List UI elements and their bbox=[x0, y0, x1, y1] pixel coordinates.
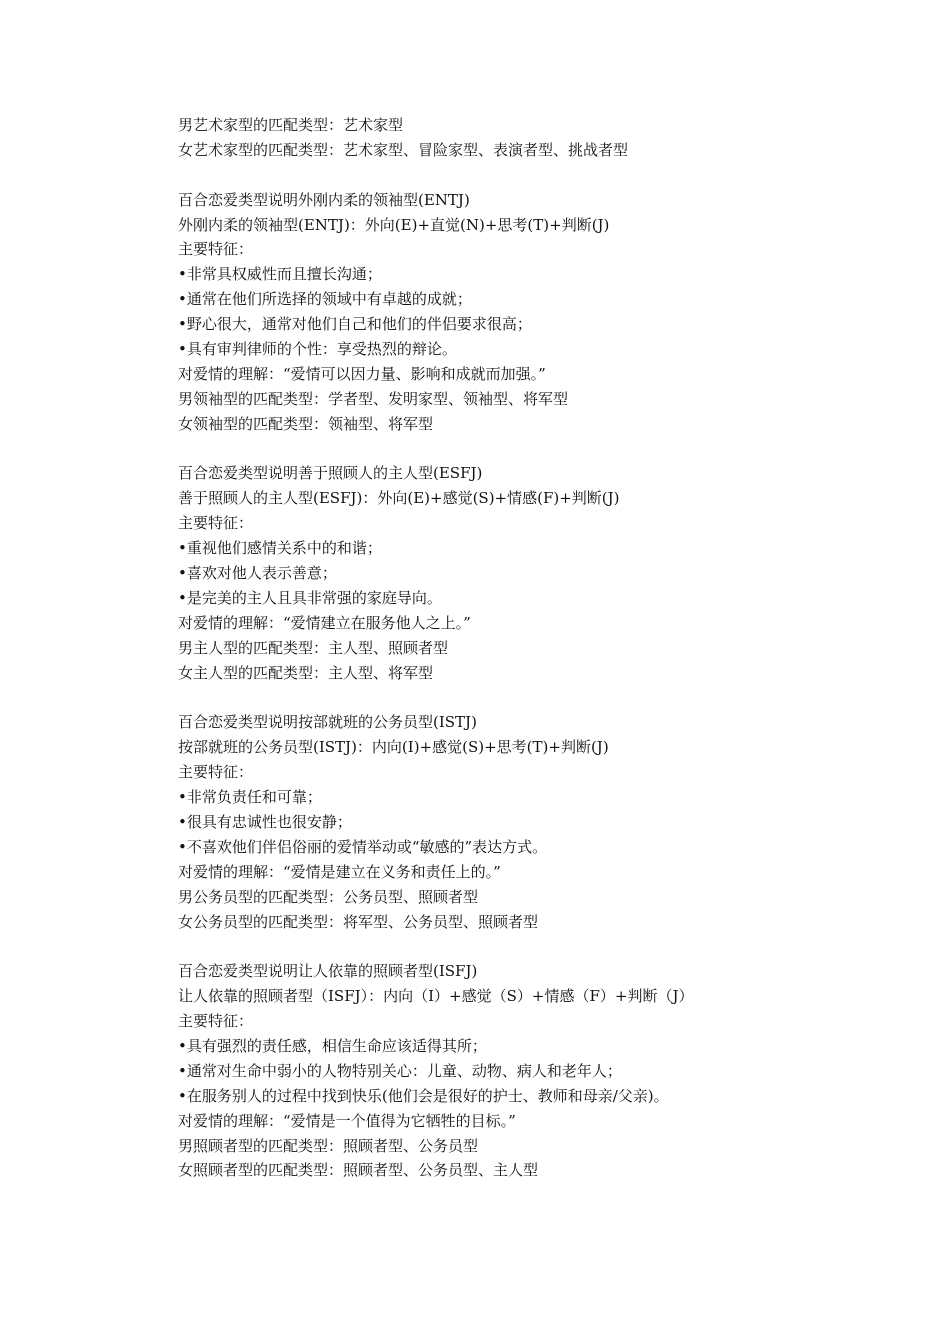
features-label: 主要特征： bbox=[178, 1012, 254, 1031]
section-spacer bbox=[178, 163, 918, 188]
feature-item: •重视他们感情关系中的和谐； bbox=[178, 539, 382, 558]
type-definition: 按部就班的公务员型(ISTJ)：内向(I)+感觉(S)+思考(T)+判断(J) bbox=[178, 738, 609, 757]
feature-item: •不喜欢他们伴侣俗丽的爱情举动或“敏感的”表达方式。 bbox=[178, 837, 548, 856]
features-label: 主要特征： bbox=[178, 514, 254, 533]
section-esfj bbox=[178, 461, 918, 685]
female-match: 女公务员型的匹配类型：将军型、公务员型、照顾者型 bbox=[178, 912, 539, 931]
section-istj bbox=[178, 710, 918, 934]
section-spacer bbox=[178, 934, 918, 959]
section-isfj bbox=[178, 959, 918, 1183]
female-match: 女主人型的匹配类型：主人型、将军型 bbox=[178, 663, 434, 682]
feature-item: •通常对生命中弱小的人物特别关心：儿童、动物、病人和老年人； bbox=[178, 1061, 622, 1080]
feature-item: •野心很大，通常对他们自己和他们的伴侣要求很高； bbox=[178, 315, 532, 334]
love-view: 对爱情的理解：“爱情建立在服务他人之上。” bbox=[178, 613, 471, 632]
intro-male-match: 男艺术家型的匹配类型：艺术家型 bbox=[178, 116, 404, 134]
type-definition: 善于照顾人的主人型(ESFJ)：外向(E)+感觉(S)+情感(F)+判断(J) bbox=[178, 489, 620, 508]
feature-item: •是完美的主人且具非常强的家庭导向。 bbox=[178, 588, 442, 607]
section-heading: 百合恋爱类型说明外刚内柔的领袖型(ENTJ) bbox=[178, 190, 470, 209]
feature-item: •喜欢对他人表示善意； bbox=[178, 564, 337, 583]
feature-item: •非常具权威性而且擅长沟通； bbox=[178, 265, 382, 284]
feature-item: •非常负责任和可靠； bbox=[178, 788, 322, 807]
document-body bbox=[178, 113, 918, 1183]
love-view: 对爱情的理解：“爱情是一个值得为它牺牲的目标。” bbox=[178, 1111, 516, 1130]
feature-item: •很具有忠诚性也很安静； bbox=[178, 812, 352, 831]
section-heading: 百合恋爱类型说明善于照顾人的主人型(ESFJ) bbox=[178, 464, 483, 483]
section-heading: 百合恋爱类型说明按部就班的公务员型(ISTJ) bbox=[178, 713, 477, 732]
female-match: 女照顾者型的匹配类型：照顾者型、公务员型、主人型 bbox=[178, 1161, 539, 1180]
male-match: 男照顾者型的匹配类型：照顾者型、公务员型 bbox=[178, 1136, 479, 1155]
section-heading: 百合恋爱类型说明让人依靠的照顾者型(ISFJ) bbox=[178, 962, 478, 981]
type-definition: 外刚内柔的领袖型(ENTJ)：外向(E)+直觉(N)+思考(T)+判断(J) bbox=[178, 215, 610, 234]
male-match: 男公务员型的匹配类型：公务员型、照顾者型 bbox=[178, 887, 479, 906]
features-label: 主要特征： bbox=[178, 240, 254, 259]
intro-female-match: 女艺术家型的匹配类型：艺术家型、冒险家型、表演者型、挑战者型 bbox=[178, 140, 629, 159]
section-spacer bbox=[178, 685, 918, 710]
section-spacer bbox=[178, 437, 918, 462]
features-label: 主要特征： bbox=[178, 763, 254, 782]
section-entj bbox=[178, 188, 918, 437]
love-view: 对爱情的理解：“爱情是建立在义务和责任上的。” bbox=[178, 862, 501, 881]
type-definition: 让人依靠的照顾者型（ISFJ）：内向（I）+感觉（S）+情感（F）+判断（J） bbox=[178, 987, 694, 1006]
love-view: 对爱情的理解：“爱情可以因力量、影响和成就而加强。” bbox=[178, 364, 546, 383]
female-match: 女领袖型的匹配类型：领袖型、将军型 bbox=[178, 414, 434, 433]
male-match: 男主人型的匹配类型：主人型、照顾者型 bbox=[178, 638, 449, 657]
feature-item: •通常在他们所选择的领域中有卓越的成就； bbox=[178, 290, 472, 309]
male-match: 男领袖型的匹配类型：学者型、发明家型、领袖型、将军型 bbox=[178, 389, 569, 408]
feature-item: •具有审判律师的个性：享受热烈的辩论。 bbox=[178, 340, 457, 359]
feature-item: •具有强烈的责任感，相信生命应该适得其所； bbox=[178, 1036, 487, 1055]
feature-item: •在服务别人的过程中找到快乐(他们会是很好的护士、教师和母亲/父亲)。 bbox=[178, 1086, 669, 1105]
